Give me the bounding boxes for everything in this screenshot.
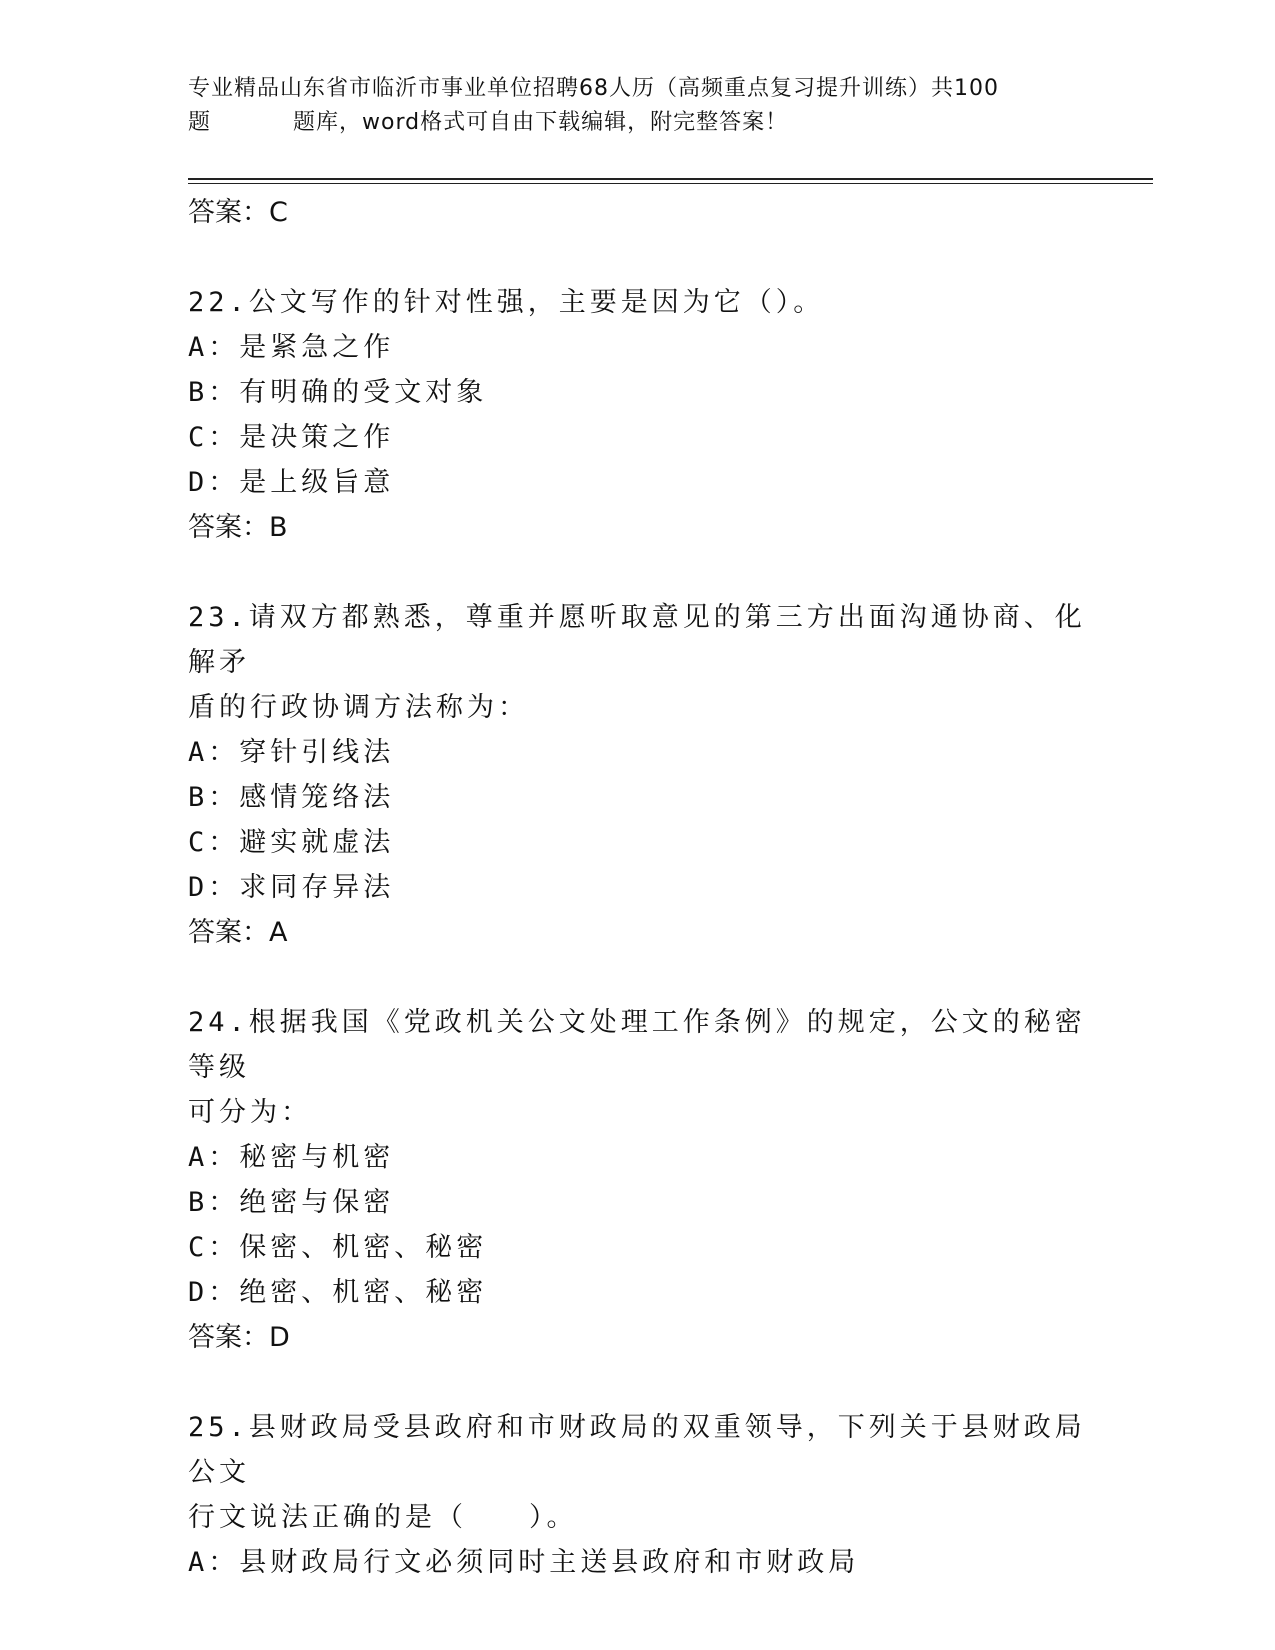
option-b: B：感情笼络法: [188, 782, 395, 813]
option-a: A：县财政局行文必须同时主送县政府和市财政局: [188, 1547, 860, 1578]
option-a: A：是紧急之作: [188, 332, 395, 363]
option-b: B：绝密与保密: [188, 1187, 395, 1218]
question-23: [188, 595, 1088, 955]
answer: 答案：A: [188, 917, 288, 948]
option-b: B：有明确的受文对象: [188, 377, 488, 408]
header-line-2-rest: 题库，word格式可自由下载编辑，附完整答案！: [293, 110, 789, 135]
question-list: [188, 190, 1088, 1585]
document-header: [188, 72, 1088, 140]
question-text-line-2: 行文说法正确的是（ ）。: [188, 1502, 578, 1533]
question-22: [188, 280, 1088, 550]
question-text-line-1: 23.请双方都熟悉，尊重并愿听取意见的第三方出面沟通协商、化解矛: [188, 602, 1086, 678]
question-text-line-1: 24.根据我国《党政机关公文处理工作条例》的规定，公文的秘密等级: [188, 1007, 1086, 1083]
answer: 答案：B: [188, 512, 288, 543]
header-rule-thick: [188, 178, 1153, 180]
header-rule-thin: [188, 183, 1153, 184]
header-line-1: 专业精品山东省市临沂市事业单位招聘68人历（高频重点复习提升训练）共100: [188, 76, 999, 101]
question-text: [188, 1405, 1088, 1540]
question-text-line-2: 盾的行政协调方法称为：: [188, 692, 529, 723]
question-text: 22.公文写作的针对性强，主要是因为它（）。: [188, 287, 825, 318]
option-d: D：是上级旨意: [188, 467, 395, 498]
option-d: D：求同存异法: [188, 872, 395, 903]
option-c: C：保密、机密、秘密: [188, 1232, 488, 1263]
question-25: [188, 1405, 1088, 1585]
question-text: [188, 595, 1088, 730]
option-c: C：是决策之作: [188, 422, 395, 453]
question-text: [188, 1000, 1088, 1135]
question-text-line-1: 25.县财政局受县政府和市财政局的双重领导，下列关于县财政局公文: [188, 1412, 1086, 1488]
header-line-2: [188, 106, 1088, 140]
option-a: A：秘密与机密: [188, 1142, 395, 1173]
header-line-2-start: 题: [188, 110, 212, 135]
previous-answer: 答案：C: [188, 197, 288, 228]
option-a: A：穿针引线法: [188, 737, 395, 768]
question-text-line-2: 可分为：: [188, 1097, 312, 1128]
option-c: C：避实就虚法: [188, 827, 395, 858]
answer: 答案：D: [188, 1322, 290, 1353]
question-24: [188, 1000, 1088, 1360]
option-d: D：绝密、机密、秘密: [188, 1277, 488, 1308]
